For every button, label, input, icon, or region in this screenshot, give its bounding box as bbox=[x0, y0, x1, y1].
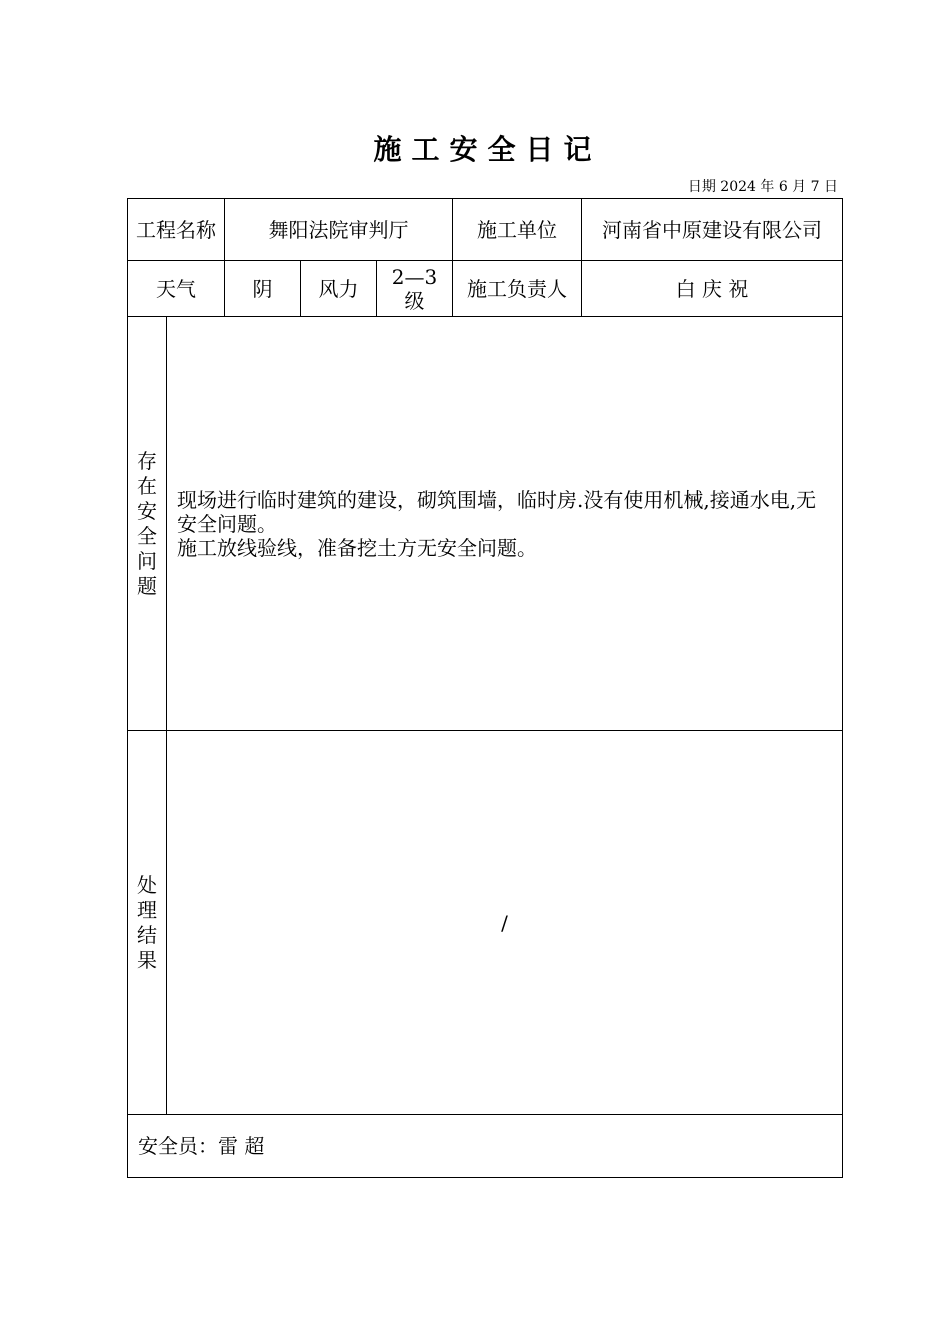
page-title: 施工安全日记 bbox=[373, 133, 602, 166]
date: 日期 2024 年 6 月 7 日 bbox=[687, 179, 838, 195]
wind-value-range: 2—3 bbox=[391, 264, 438, 289]
project-name-value: 舞阳法院审判厅 bbox=[225, 199, 453, 261]
result-label-cell bbox=[128, 731, 167, 1115]
unit-value: 河南省中原建设有限公司 bbox=[582, 199, 843, 261]
row-issues bbox=[128, 317, 843, 731]
manager-value: 白 庆 祝 bbox=[582, 261, 843, 317]
wind-value bbox=[377, 261, 453, 317]
result-value: / bbox=[167, 731, 843, 1115]
row-project bbox=[128, 199, 843, 261]
issues-label: 存在安全问题 bbox=[137, 448, 157, 598]
weather-label: 天气 bbox=[128, 261, 225, 317]
issues-content bbox=[167, 317, 843, 731]
row-weather bbox=[128, 261, 843, 317]
safety-diary-table bbox=[127, 198, 843, 1178]
issue-line: 施工放线验线，准备挖土方无安全问题。 bbox=[177, 535, 537, 560]
issues-label-cell bbox=[128, 317, 167, 731]
wind-label: 风力 bbox=[301, 261, 377, 317]
result-label: 处理结果 bbox=[137, 872, 157, 972]
wind-value-unit: 级 bbox=[404, 288, 425, 313]
manager-label: 施工负责人 bbox=[453, 261, 582, 317]
row-safety-officer bbox=[128, 1115, 843, 1178]
safety-officer: 安全员：雷 超 bbox=[128, 1115, 843, 1178]
row-result bbox=[128, 731, 843, 1115]
issue-line: 现场进行临时建筑的建设，砌筑围墙，临时房.没有使用机械,接通水电,无安全问题。 bbox=[177, 487, 817, 536]
unit-label: 施工单位 bbox=[453, 199, 582, 261]
weather-value: 阴 bbox=[225, 261, 301, 317]
project-name-label: 工程名称 bbox=[128, 199, 225, 261]
